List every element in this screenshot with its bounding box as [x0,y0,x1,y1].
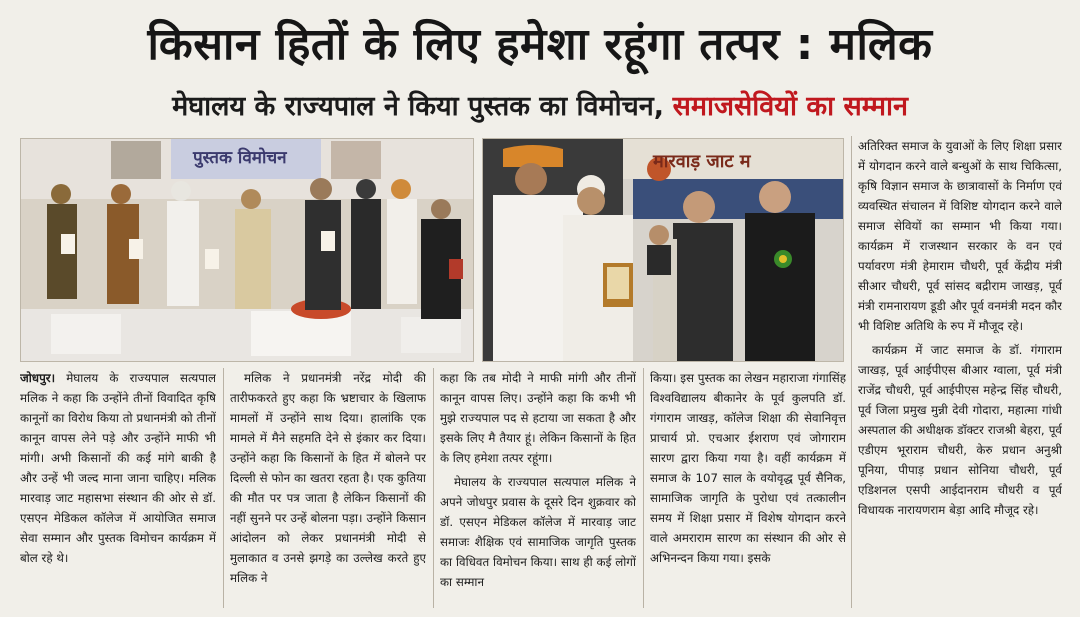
article-column-3 [440,368,636,608]
paragraph: किया। इस पुस्तक का लेखन महाराजा गंगासिंह विश्वविद्यालय बीकानेर के पूर्व कुलपति डॉ. गंगाराम जाखड़, कॉलेज शिक्षा की सेवानिवृत्त प्राचार्य प्रो. एचआर ईशराण एवं जोगाराम सारण द्वारा किया गया है। वहीं कार्यक्रम में समाज के 107 साल के वयोवृद्ध पूर्व सैनिक, सामाजिक जागृति के पुरोधा एवं तत्कालीन समय में शिक्षा प्रसार में विशेष योगदान करने वाले अमराराम सारण का संस्थान की ओर से अभिनन्दन किया गया। इसके [650,371,846,565]
subheadline-part1: मेघालय के राज्यपाल ने किया पुस्तक का विमोचन, [172,91,665,122]
column-divider [223,368,224,608]
paragraph: अतिरिक्त समाज के युवाओं के लिए शिक्षा प्रसार में योगदान करने वाले बन्धुओं के साथ चिकित्सा, कृषि विज्ञान समाज के छात्रावासों के निर्माण एवं व्यवस्थित संचालन में विशिष्ट योगदान करने वाले समाज सेवियों का सम्मान भी किया गया। कार्यक्रम में राजस्थान सरकार के वन एवं पर्यावरण मंत्री हेमाराम चौधरी, पूर्व केंद्रीय मंत्री सीआर चौधरी, पूर्व सांसद बद्रीराम जाखड़, पूर्व मंत्री रामनारायण डूडी और पूर्व वनमंत्री मदन कौर भी विशिष्ट अतिथि के रुप में मौजूद रहे। [858,139,1062,333]
paragraph: मलिक ने प्रधानमंत्री नरेंद्र मोदी की तारीफकरते हुए कहा कि भ्रष्टाचार के खिलाफ मामलों में उन्होंने साथ दिया। हालांकि एक मामले में मैने सहमति देने से इंकार कर दिया। उन्होंने कहा कि किसानों के हित में बोलने पर दिल्ली से फोन का खतरा रहता है। एक कुतिया की मौत पर पत्र जाता है लेकिन किसानों की नहीं सुनने पर उन्हें बोलना पड़ा। उन्होंने किसान आंदोलन को लेकर प्रधानमंत्री मोदी से मुलाकात व उनसे झगड़े का उल्लेख करते हुए मलिक ने [230,371,426,585]
paragraph-text: मेघालय के राज्यपाल सत्यपाल मलिक ने कहा कि उन्होंने तीनों विवादित कृषि कानूनों का विरोध किया तो प्रधानमंत्री को तीनों कानून वापस लेने पड़े और उन्होंने माफी भी मांगी। अभी किसानों की कई मांगे बाकी है और उन्हें भी जल्द माना जाना चाहिए। मलिक मारवाड़ जाट महासभा संस्थान की ओर से डॉ. एसएन मेडिकल कॉलेज में आयोजित समाज सेवा सम्मान और पुस्तक विमोचन कार्यक्रम में बोल रहे थे। [20,371,216,565]
photo-book-launch [20,138,474,362]
subheadline [0,82,1080,132]
article-column-2 [230,368,426,608]
headline: किसान हितों के लिए हमेशा रहूंगा तत्पर : मलिक [147,19,933,70]
photo-felicitation [482,138,844,362]
column-divider [643,368,644,608]
paragraph: कार्यक्रम में जाट समाज के डॉ. गंगाराम जाखड़, पूर्व आईपीएस बीआर ग्वाला, पूर्व मंत्री राजेंद्र चौधरी, पूर्व आईपीएस महेन्द्र सिंह चौधरी, पूर्व जिला प्रमुख मुन्नी देवी गोदारा, महात्मा गांधी अस्पताल की अधीक्षक डॉक्टर राजश्री बेहरा, पूर्व एडीएम भूराराम चौधरी, केरु प्रधान अनुश्री पूनिया, पीपाड़ प्रधान सोनिया चौधरी, पूर्व एडिशनल एसपी आईदानराम चौधरी व पूर्व विधायक नारायणराम बेड़ा आदि मौजूद रहे। [858,343,1062,517]
photo-book-launch-image [21,139,473,361]
article-column-4 [650,368,846,608]
column-divider [433,368,434,608]
paragraph [20,368,216,568]
photo2-banner-text: मारवाड़ जाट म [653,151,751,172]
column-divider [851,136,852,608]
paragraph: कहा कि तब मोदी ने माफी मांगी और तीनों कानून वापस लिए। उन्होंने कहा कि कभी भी मुझे राज्यपाल पद से हटाया जा सकता है और इसके लिए मै तैयार हूं। लेकिन किसानों के हित के लिए हमेशा तत्पर रहूंगा। [440,371,636,465]
photo1-banner-text: पुस्तक विमोचन [193,148,287,168]
article-column-5 [858,136,1062,608]
article-column-1 [20,368,216,608]
dateline: जोधपुर। [20,371,56,385]
paragraph: मेघालय के राज्यपाल सत्यपाल मलिक ने अपने जोधपुर प्रवास के दूसरे दिन शुक्रवार को डॉ. एसएन मेडिकल कॉलेज में मारवाड़ जाट समाजः शैक्षिक एवं सामाजिक जागृति पुस्तक का विधिवत विमोचन किया। साथ ही कई लोगों का सम्मान [440,475,636,589]
subheadline-part2: समाजसेवियों का सम्मान [672,91,908,122]
